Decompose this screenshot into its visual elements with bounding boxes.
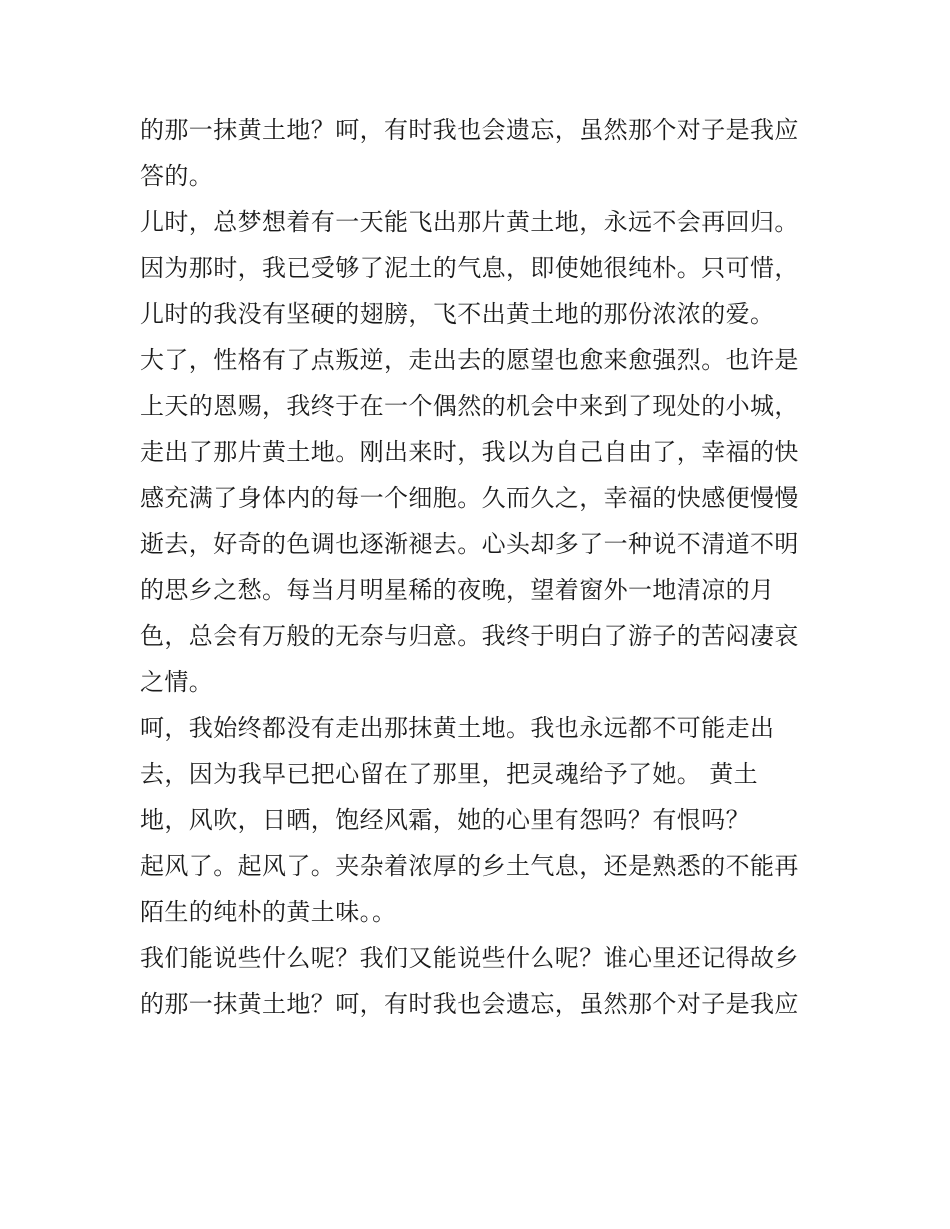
text-line: 呵，我始终都没有走出那抹黄土地。我也永远都不可能走出 [140,714,775,742]
text-line: 的那一抹黄土地？呵，有时我也会遗忘，虽然那个对子是我应 [140,116,799,144]
text-line: 色，总会有万般的无奈与归意。我终于明白了游子的苦闷凄哀 [140,622,799,650]
text-line: 之情。 [140,668,214,696]
text-line: 儿时的我没有坚硬的翅膀，飞不出黄土地的那份浓浓的爱。 [140,300,775,328]
text-line: 的思乡之愁。每当月明星稀的夜晚，望着窗外一地清凉的月 [140,576,775,604]
text-line: 地，风吹，日晒，饱经风霜，她的心里有怨吗？有恨吗？ [140,806,750,834]
text-line: 儿时，总梦想着有一天能飞出那片黄土地，永远不会再回归。 [140,208,799,236]
text-line: 大了，性格有了点叛逆，走出去的愿望也愈来愈强烈。也许是 [140,346,799,374]
text-line: 的那一抹黄土地？呵，有时我也会遗忘，虽然那个对子是我应 [140,990,799,1018]
text-line: 因为那时，我已受够了泥土的气息，即使她很纯朴。只可惜， [140,254,799,282]
text-line: 答的。 [140,162,214,190]
text-line: 上天的恩赐，我终于在一个偶然的机会中来到了现处的小城， [140,392,799,420]
text-line: 起风了。起风了。夹杂着浓厚的乡土气息，还是熟悉的不能再 [140,852,799,880]
body-text [140,107,820,1027]
text-line: 逝去，好奇的色调也逐渐褪去。心头却多了一种说不清道不明 [140,530,799,558]
text-line: 感充满了身体内的每一个细胞。久而久之，幸福的快感便慢慢 [140,484,799,512]
text-line: 走出了那片黄土地。刚出来时，我以为自己自由了，幸福的快 [140,438,799,466]
text-line: 陌生的纯朴的黄土味。。 [140,898,397,926]
text-line: 去，因为我早已把心留在了那里，把灵魂给予了她。 黄土 [140,760,759,788]
text-line: 我们能说些什么呢？我们又能说些什么呢？谁心里还记得故乡 [140,944,799,972]
